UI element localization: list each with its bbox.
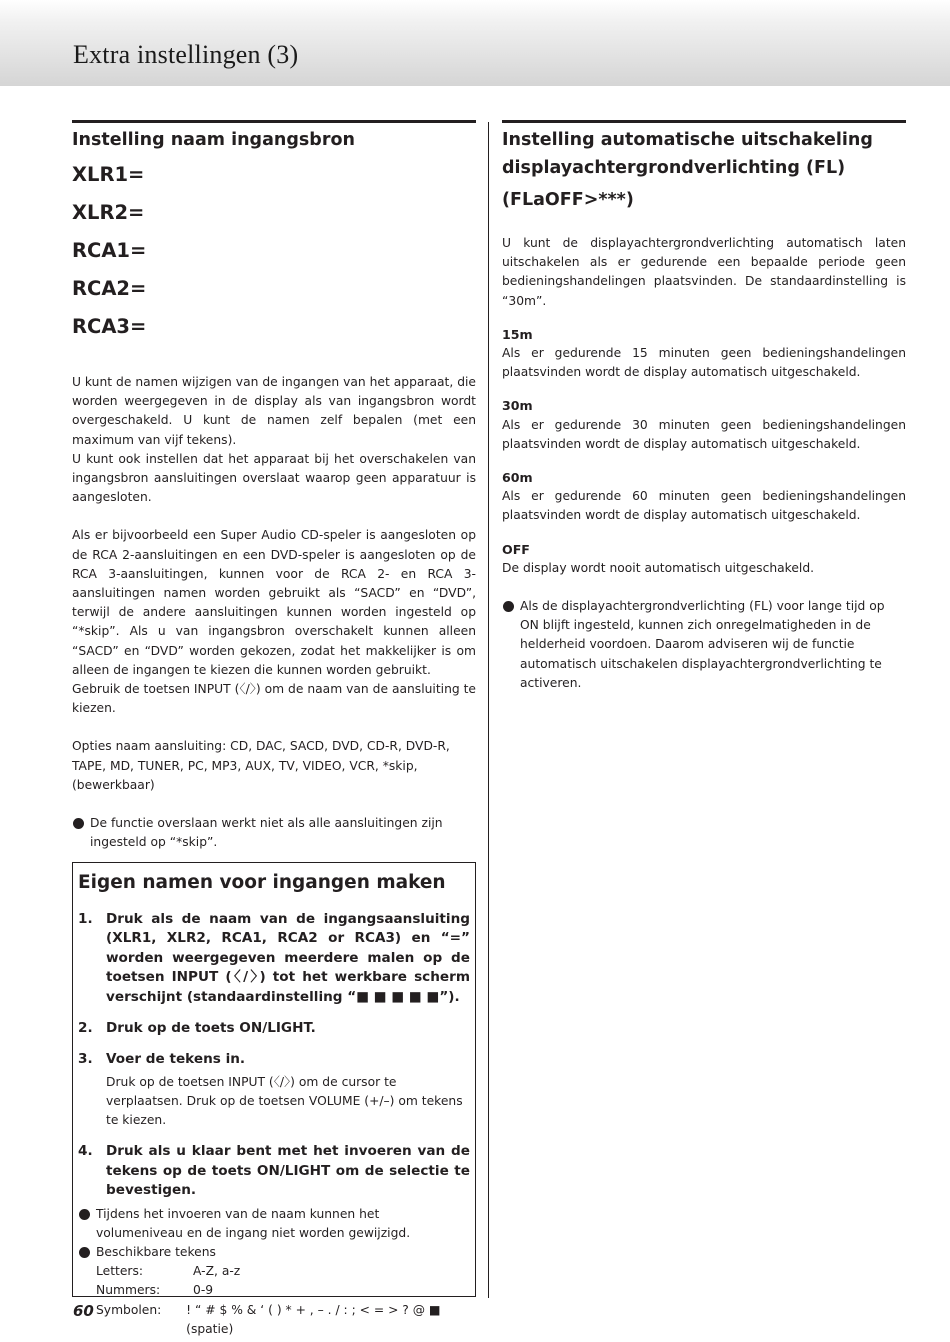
chars-value: A-Z, a-z <box>193 1264 241 1279</box>
step-3 <box>78 1050 470 1130</box>
chars-value: ! “ # $ % & ‘ ( ) * + , – . / : ; < = > ? @ ■ (spatie) <box>186 1302 441 1336</box>
page-header <box>0 0 950 86</box>
paragraph-fl-intro: U kunt de displayachtergrondverlichting automatisch laten uitschakelen als er gedurende een bepaalde periode geen bedieningshandelingen plaatsvinden. De standaardinstelling is “30m”. <box>502 236 906 308</box>
section-title-fl-off: Instelling automatische uitschakeling displayachtergrondverlichting (FL) <box>502 130 873 178</box>
step-1 <box>78 910 470 1007</box>
note-volume <box>78 1205 470 1243</box>
note-skip-text: De functie overslaan werkt niet als alle aansluitingen zijn ingesteld op “*skip”. <box>90 816 443 850</box>
step-4 <box>78 1142 470 1200</box>
note-characters-text: Beschikbare tekens <box>96 1245 216 1260</box>
code-rca3: RCA3= <box>72 315 147 338</box>
right-column <box>502 126 906 693</box>
right-column-rule <box>502 120 906 123</box>
chars-key: Nummers: <box>96 1283 161 1298</box>
note-characters <box>78 1243 470 1262</box>
paragraph-skip: U kunt ook instellen dat het apparaat bij het overschakelen van ingangsbron aansluitingen overslaat waarop geen apparatuur is aangesloten. <box>72 451 476 505</box>
code-rca2: RCA2= <box>72 277 147 300</box>
step-text: Druk als de naam van de ingangsaansluiting (XLR1, XLR2, RCA1, RCA2 or RCA3) en “=” worden weergegeven meerdere malen op de toetsen INPUT (〈/〉) tot het werkbare scherm verschijnt (standaardinstelling “■ ■ ■ ■ ■”). <box>106 911 470 1005</box>
option-30m-label: 30m <box>502 398 533 414</box>
note-fl-brightness-text: Als de displayachtergrondverlichting (FL) voor lange tijd op ON blijft ingesteld, kunnen zich onregelmatigheden in de helderheid voordoen. Daarom adviseren wij de functie automatisch uitschakelen displayachtergrondverlichting te activeren. <box>520 599 885 690</box>
chars-key: Letters: <box>96 1264 144 1279</box>
bullet-icon <box>73 818 84 829</box>
page-number: 60 <box>73 1302 94 1320</box>
left-column <box>72 126 476 852</box>
paragraph-example: Als er bijvoorbeeld een Super Audio CD-speler is aangesloten op de RCA 2-aansluitingen en een DVD-speler is aangesloten op de RCA 3-aansluitingen, kunnen voor de RCA 2- en RCA 3-aansluitingen namen worden gebruikt als “SACD” en “DVD”, terwijl de andere aansluitingen kunnen worden ingesteld op “*skip”. Als u van ingangsbron overschakelt kunnen alleen “SACD” en “DVD” worden gekozen, zodat het makkelijker is om alleen de ingangen te kiezen die kunnen worden gebruikt. <box>72 528 476 677</box>
paragraph-intro: U kunt de namen wijzigen van de ingangen van het apparaat, die worden weergegeven in de display als van ingangsbron wordt overgeschakeld. U kunt de namen zelf bepalen (met een maximum van vijf tekens). <box>72 375 476 447</box>
paragraph-input-keys: Gebruik de toetsen INPUT (〈/〉) om de naam van de aansluiting te kiezen. <box>72 682 476 716</box>
note-volume-text: Tijdens het invoeren van de naam kunnen het volumeniveau en de ingang niet worden gewijzigd. <box>96 1206 411 1240</box>
step-text: Druk op de toets ON/LIGHT. <box>106 1020 316 1037</box>
section-title-input-name: Instelling naam ingangsbron <box>72 130 355 150</box>
note-fl-brightness <box>502 597 906 693</box>
step-text: Druk als u klaar bent met het invoeren van de tekens op de toets ON/LIGHT om de selectie te bevestigen. <box>106 1143 470 1199</box>
bullet-icon <box>79 1247 90 1258</box>
option-off-text: De display wordt nooit automatisch uitgeschakeld. <box>502 560 815 575</box>
step-text: Voer de tekens in. <box>106 1051 246 1068</box>
bullet-icon <box>503 601 514 612</box>
chars-value: 0-9 <box>193 1283 214 1298</box>
chars-letters <box>78 1262 470 1281</box>
chars-key: Symbolen: <box>96 1302 162 1317</box>
box-title: Eigen namen voor ingangen maken <box>78 872 446 893</box>
column-divider <box>488 122 489 1298</box>
left-column-rule <box>72 120 476 123</box>
code-xlr1: XLR1= <box>72 163 145 186</box>
option-15m-label: 15m <box>502 326 533 342</box>
option-60m-label: 60m <box>502 470 533 486</box>
note-skip <box>72 814 476 852</box>
chars-symbols <box>78 1301 470 1339</box>
option-30m-text: Als er gedurende 30 minuten geen bedieningshandelingen plaatsvinden wordt de display automatisch uitgeschakeld. <box>502 417 906 451</box>
bullet-icon <box>79 1209 90 1220</box>
code-fl-off: (FLaOFF>***) <box>502 190 634 210</box>
step-subtext: Druk op de toetsen INPUT (〈/〉) om de cursor te verplaatsen. Druk op de toetsen VOLUME (+/–) om tekens te kiezen. <box>106 1074 463 1128</box>
step-number: 4. <box>78 1143 93 1160</box>
step-2 <box>78 1019 470 1038</box>
option-15m-text: Als er gedurende 15 minuten geen bedieningshandelingen plaatsvinden wordt de display automatisch uitgeschakeld. <box>502 346 906 380</box>
code-rca1: RCA1= <box>72 239 147 262</box>
option-off-label: OFF <box>502 541 530 557</box>
page-title: Extra instellingen (3) <box>73 40 299 69</box>
paragraph-options: Opties naam aansluiting: CD, DAC, SACD, DVD, CD-R, DVD-R, TAPE, MD, TUNER, PC, MP3, AUX, TV, VIDEO, VCR, *skip, (bewerkbaar) <box>72 739 450 792</box>
step-number: 1. <box>78 911 93 927</box>
chars-numbers <box>78 1281 470 1300</box>
code-xlr2: XLR2= <box>72 201 145 224</box>
option-60m-text: Als er gedurende 60 minuten geen bedieningshandelingen plaatsvinden wordt de display automatisch uitgeschakeld. <box>502 489 906 523</box>
step-number: 3. <box>78 1051 93 1068</box>
step-number: 2. <box>78 1020 93 1037</box>
